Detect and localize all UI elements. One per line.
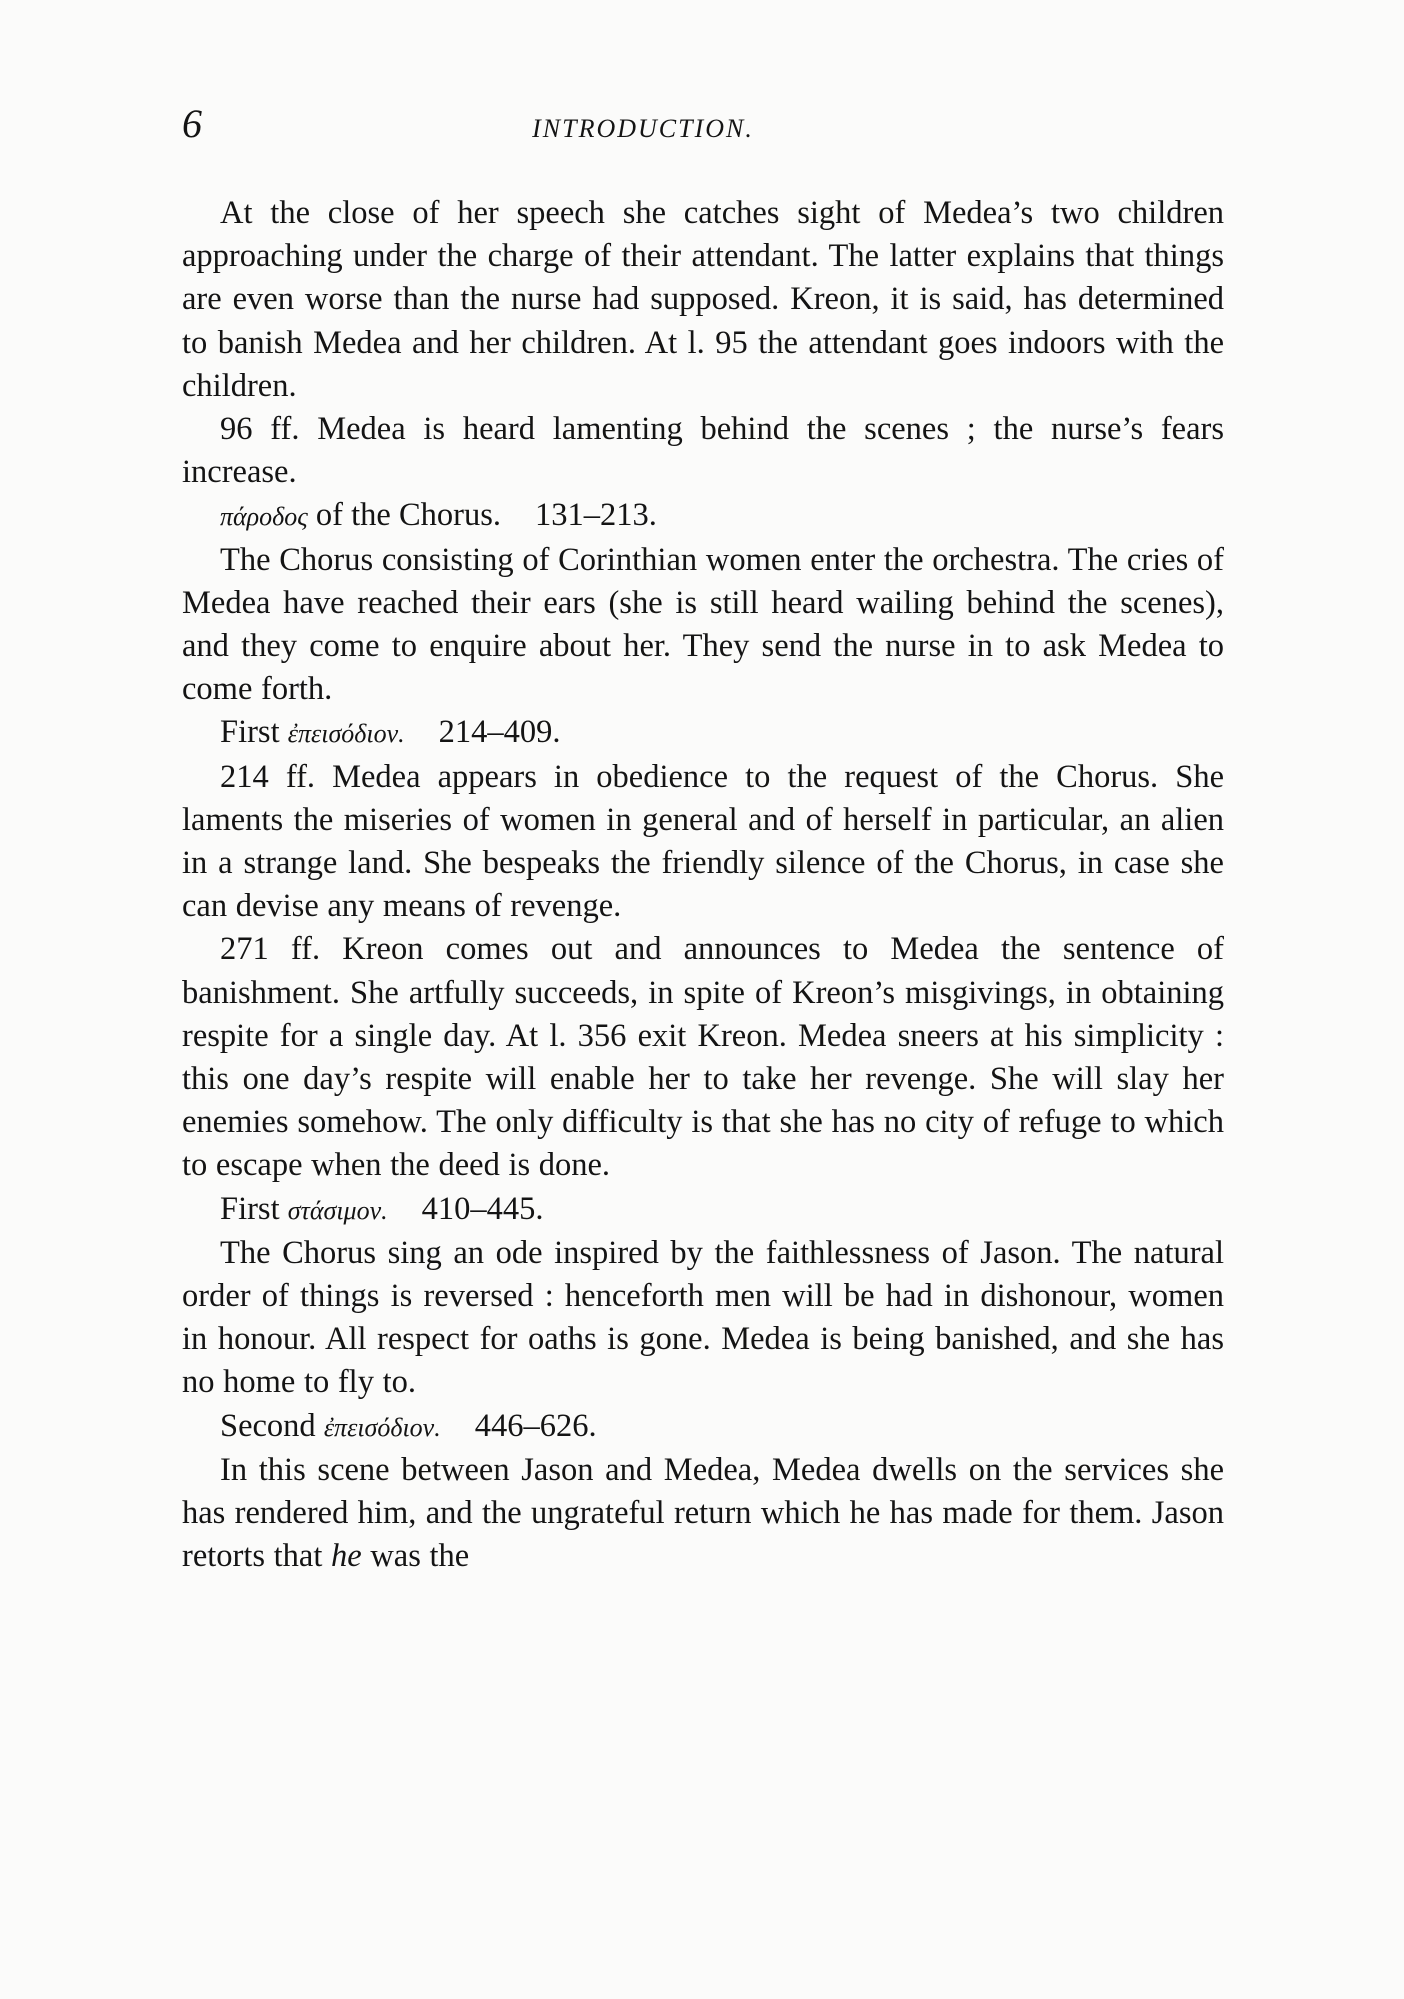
page-body [182,192,1224,1579]
paragraph-lamenting: 96 ff. Medea is heard lamenting behind the scenes ; the nurse’s fears increase. [182,411,1224,491]
page-header [182,100,1224,160]
paragraph-chorus-enter: The Chorus consisting of Corinthian women enter the orchestra. The cries of Medea have reached their ears (she is still heard wailing behind the scenes), and they come to enquire about her. They send the nurse in to ask Medea to come forth. [182,541,1224,708]
section-heading-first-stasimon [182,1188,1224,1232]
line-range: 446–626. [474,1407,597,1444]
running-head: INTRODUCTION. [532,114,754,143]
greek-term-stasimon: στάσιμον. [287,1195,388,1225]
page-number: 6 [182,101,202,146]
paragraph-attendant: At the close of her speech she catches sight of Medea’s two children approaching under the charge of their attendant. The latter explains that things are even worse than the nurse had supposed. Kreon, it is said, has determined to banish Medea and her children. At l. 95 the attendant goes indoors with the children. [182,195,1224,404]
section-heading-parodos [182,494,1224,538]
heading-label: First [220,1190,280,1227]
heading-label: First [220,714,280,751]
section-heading-first-epeisodion [182,711,1224,755]
paragraph-text-end: was the [370,1538,470,1575]
paragraph-kreon: 271 ff. Kreon comes out and announces to Medea the sentence of banishment. She artfully succeeds, in spite of Kreon’s misgivings, in obtaining respite for a single day. At l. 356 exit Kreon. Medea sneers at his simplicity : this one day’s respite will enable her to take her revenge. She will slay her enemies somehow. The only difficulty is that she has no city of refuge to which to escape when the deed is done. [182,931,1224,1184]
emphasis-he: he [331,1538,362,1575]
greek-term-epeisodion: ἐπεισόδιον. [287,719,405,749]
line-range: 410–445. [421,1190,544,1227]
paragraph-medea-appears: 214 ff. Medea appears in obedience to the request of the Chorus. She laments the miseries of women in general and of herself in particular, an alien in a strange land. She bespeaks the friendly silence of the Chorus, in case she can devise any means of revenge. [182,758,1224,925]
heading-label: of the Chorus. [315,497,501,534]
paragraph-jason-medea [182,1449,1224,1579]
heading-label: Second [220,1407,316,1444]
line-range: 131–213. [534,497,657,534]
paragraph-chorus-ode: The Chorus sing an ode inspired by the faithlessness of Jason. The natural order of things is reversed : henceforth men will be had in dishonour, women in honour. All respect for oaths is gone. Medea is being banished, and she has no home to fly to. [182,1234,1224,1401]
greek-term-parodos: πάροδος [220,502,308,532]
line-range: 214–409. [438,714,561,751]
paragraph-text: In this scene between Jason and Medea, Medea dwells on the services she has rendered him, and the ungrateful return which he has made for them. Jason retorts that [182,1451,1224,1575]
section-heading-second-epeisodion [182,1405,1224,1449]
greek-term-epeisodion: ἐπεισόδιον. [323,1412,441,1442]
